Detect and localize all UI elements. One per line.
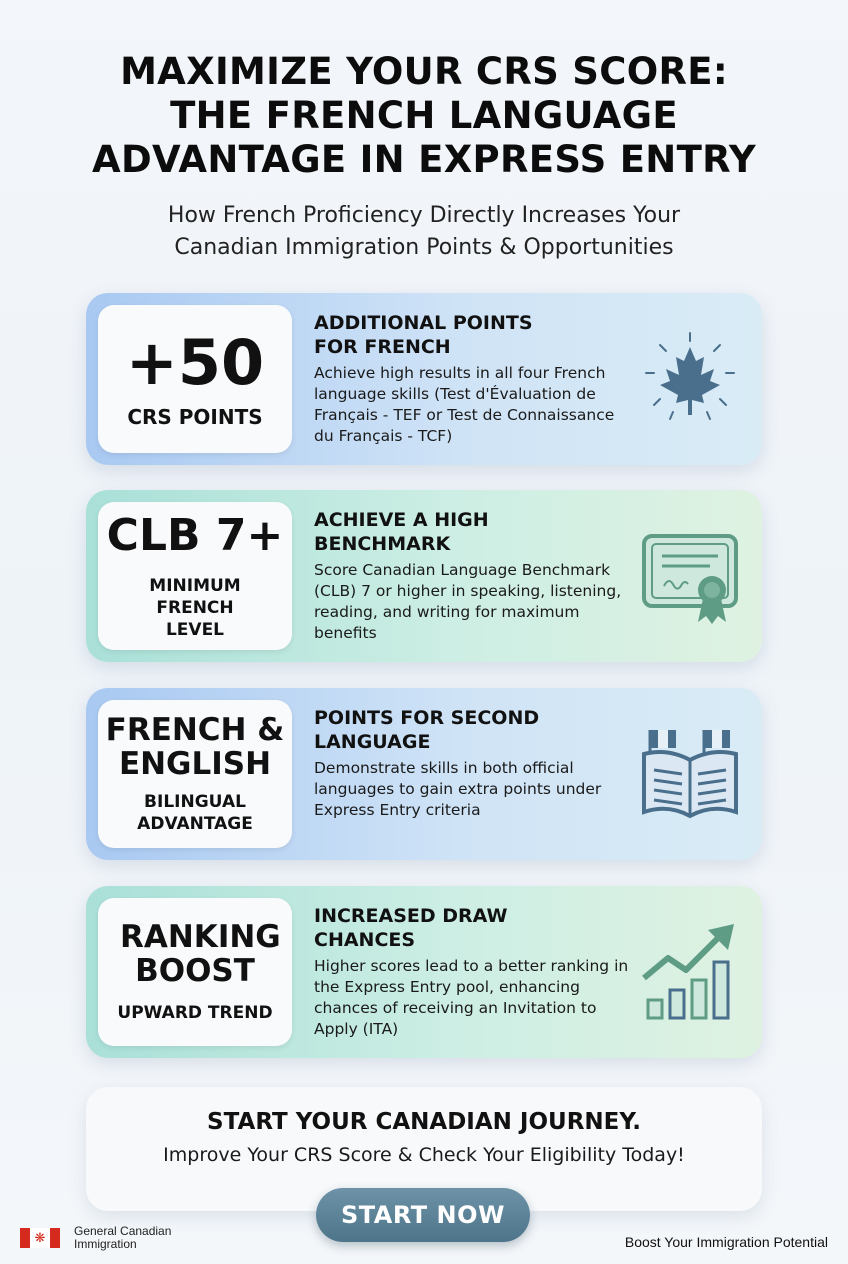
- badge-caption: MINIMUM FRENCH LEVEL: [149, 576, 241, 640]
- page-subtitle: [0, 200, 848, 264]
- card-heading: ADDITIONAL POINTS FOR FRENCH: [314, 312, 533, 358]
- card-draw-chances: [86, 886, 762, 1058]
- card-second-language: [86, 688, 762, 860]
- badge-caption: CRS POINTS: [127, 405, 263, 429]
- growth-chart-icon: [640, 922, 740, 1022]
- org-name-line: General Canadian: [74, 1224, 172, 1238]
- badge-value: FRENCH & ENGLISH: [105, 712, 285, 782]
- org-name: [74, 1225, 171, 1251]
- card-description: Demonstrate skills in both official languages to gain extra points under Express Entry criteria: [314, 759, 602, 819]
- badge-value: RANKING BOOST: [120, 919, 281, 989]
- card-content: [314, 904, 634, 1040]
- card-benchmark: [86, 490, 762, 662]
- org-name-line: Immigration: [74, 1237, 137, 1251]
- bilingual-badge: [98, 700, 292, 848]
- badge-value: CLB 7+: [106, 510, 284, 561]
- canada-flag-icon: ❋: [20, 1228, 60, 1248]
- title-line: THE FRENCH LANGUAGE: [170, 94, 678, 137]
- open-book-icon: [640, 724, 740, 824]
- card-content: [314, 311, 634, 447]
- clb-badge: [98, 502, 292, 650]
- badge-caption: UPWARD TREND: [117, 1003, 273, 1023]
- card-description: Achieve high results in all four French language skills (Test d'Évaluation de Français - TEF or Test de Connaissance du Français - TCF): [314, 364, 615, 445]
- badge-value: +50: [125, 326, 265, 399]
- card-content: [314, 508, 634, 644]
- page-title: [0, 50, 848, 182]
- card-content: [314, 706, 634, 821]
- maple-leaf-icon: [640, 329, 740, 429]
- footer-tagline: Boost Your Immigration Potential: [624, 1234, 828, 1250]
- ranking-badge: [98, 898, 292, 1046]
- card-description: Higher scores lead to a better ranking in the Express Entry pool, enhancing chances of receiving an Invitation to Apply (ITA): [314, 957, 629, 1038]
- start-now-button[interactable]: START NOW: [316, 1188, 530, 1242]
- title-line: ADVANTAGE IN EXPRESS ENTRY: [92, 138, 756, 181]
- certificate-icon: [640, 528, 740, 628]
- cta-title: START YOUR CANADIAN JOURNEY.: [207, 1109, 641, 1135]
- card-heading: POINTS FOR SECOND LANGUAGE: [314, 707, 540, 753]
- badge-caption: BILINGUAL ADVANTAGE: [137, 792, 253, 834]
- card-heading: INCREASED DRAW CHANCES: [314, 905, 508, 951]
- subtitle-line: Canadian Immigration Points & Opportunities: [174, 235, 674, 260]
- cta-subtitle: Improve Your CRS Score & Check Your Eligibility Today!: [163, 1144, 685, 1166]
- card-heading: ACHIEVE A HIGH BENCHMARK: [314, 509, 489, 555]
- card-additional-points: [86, 293, 762, 465]
- footer-brand: [20, 1225, 171, 1251]
- subtitle-line: How French Proficiency Directly Increases Your: [167, 203, 681, 228]
- title-line: MAXIMIZE YOUR CRS SCORE:: [120, 50, 728, 93]
- points-badge: [98, 305, 292, 453]
- card-description: Score Canadian Language Benchmark (CLB) 7 or higher in speaking, listening, reading, and writing for maximum benefits: [314, 561, 622, 642]
